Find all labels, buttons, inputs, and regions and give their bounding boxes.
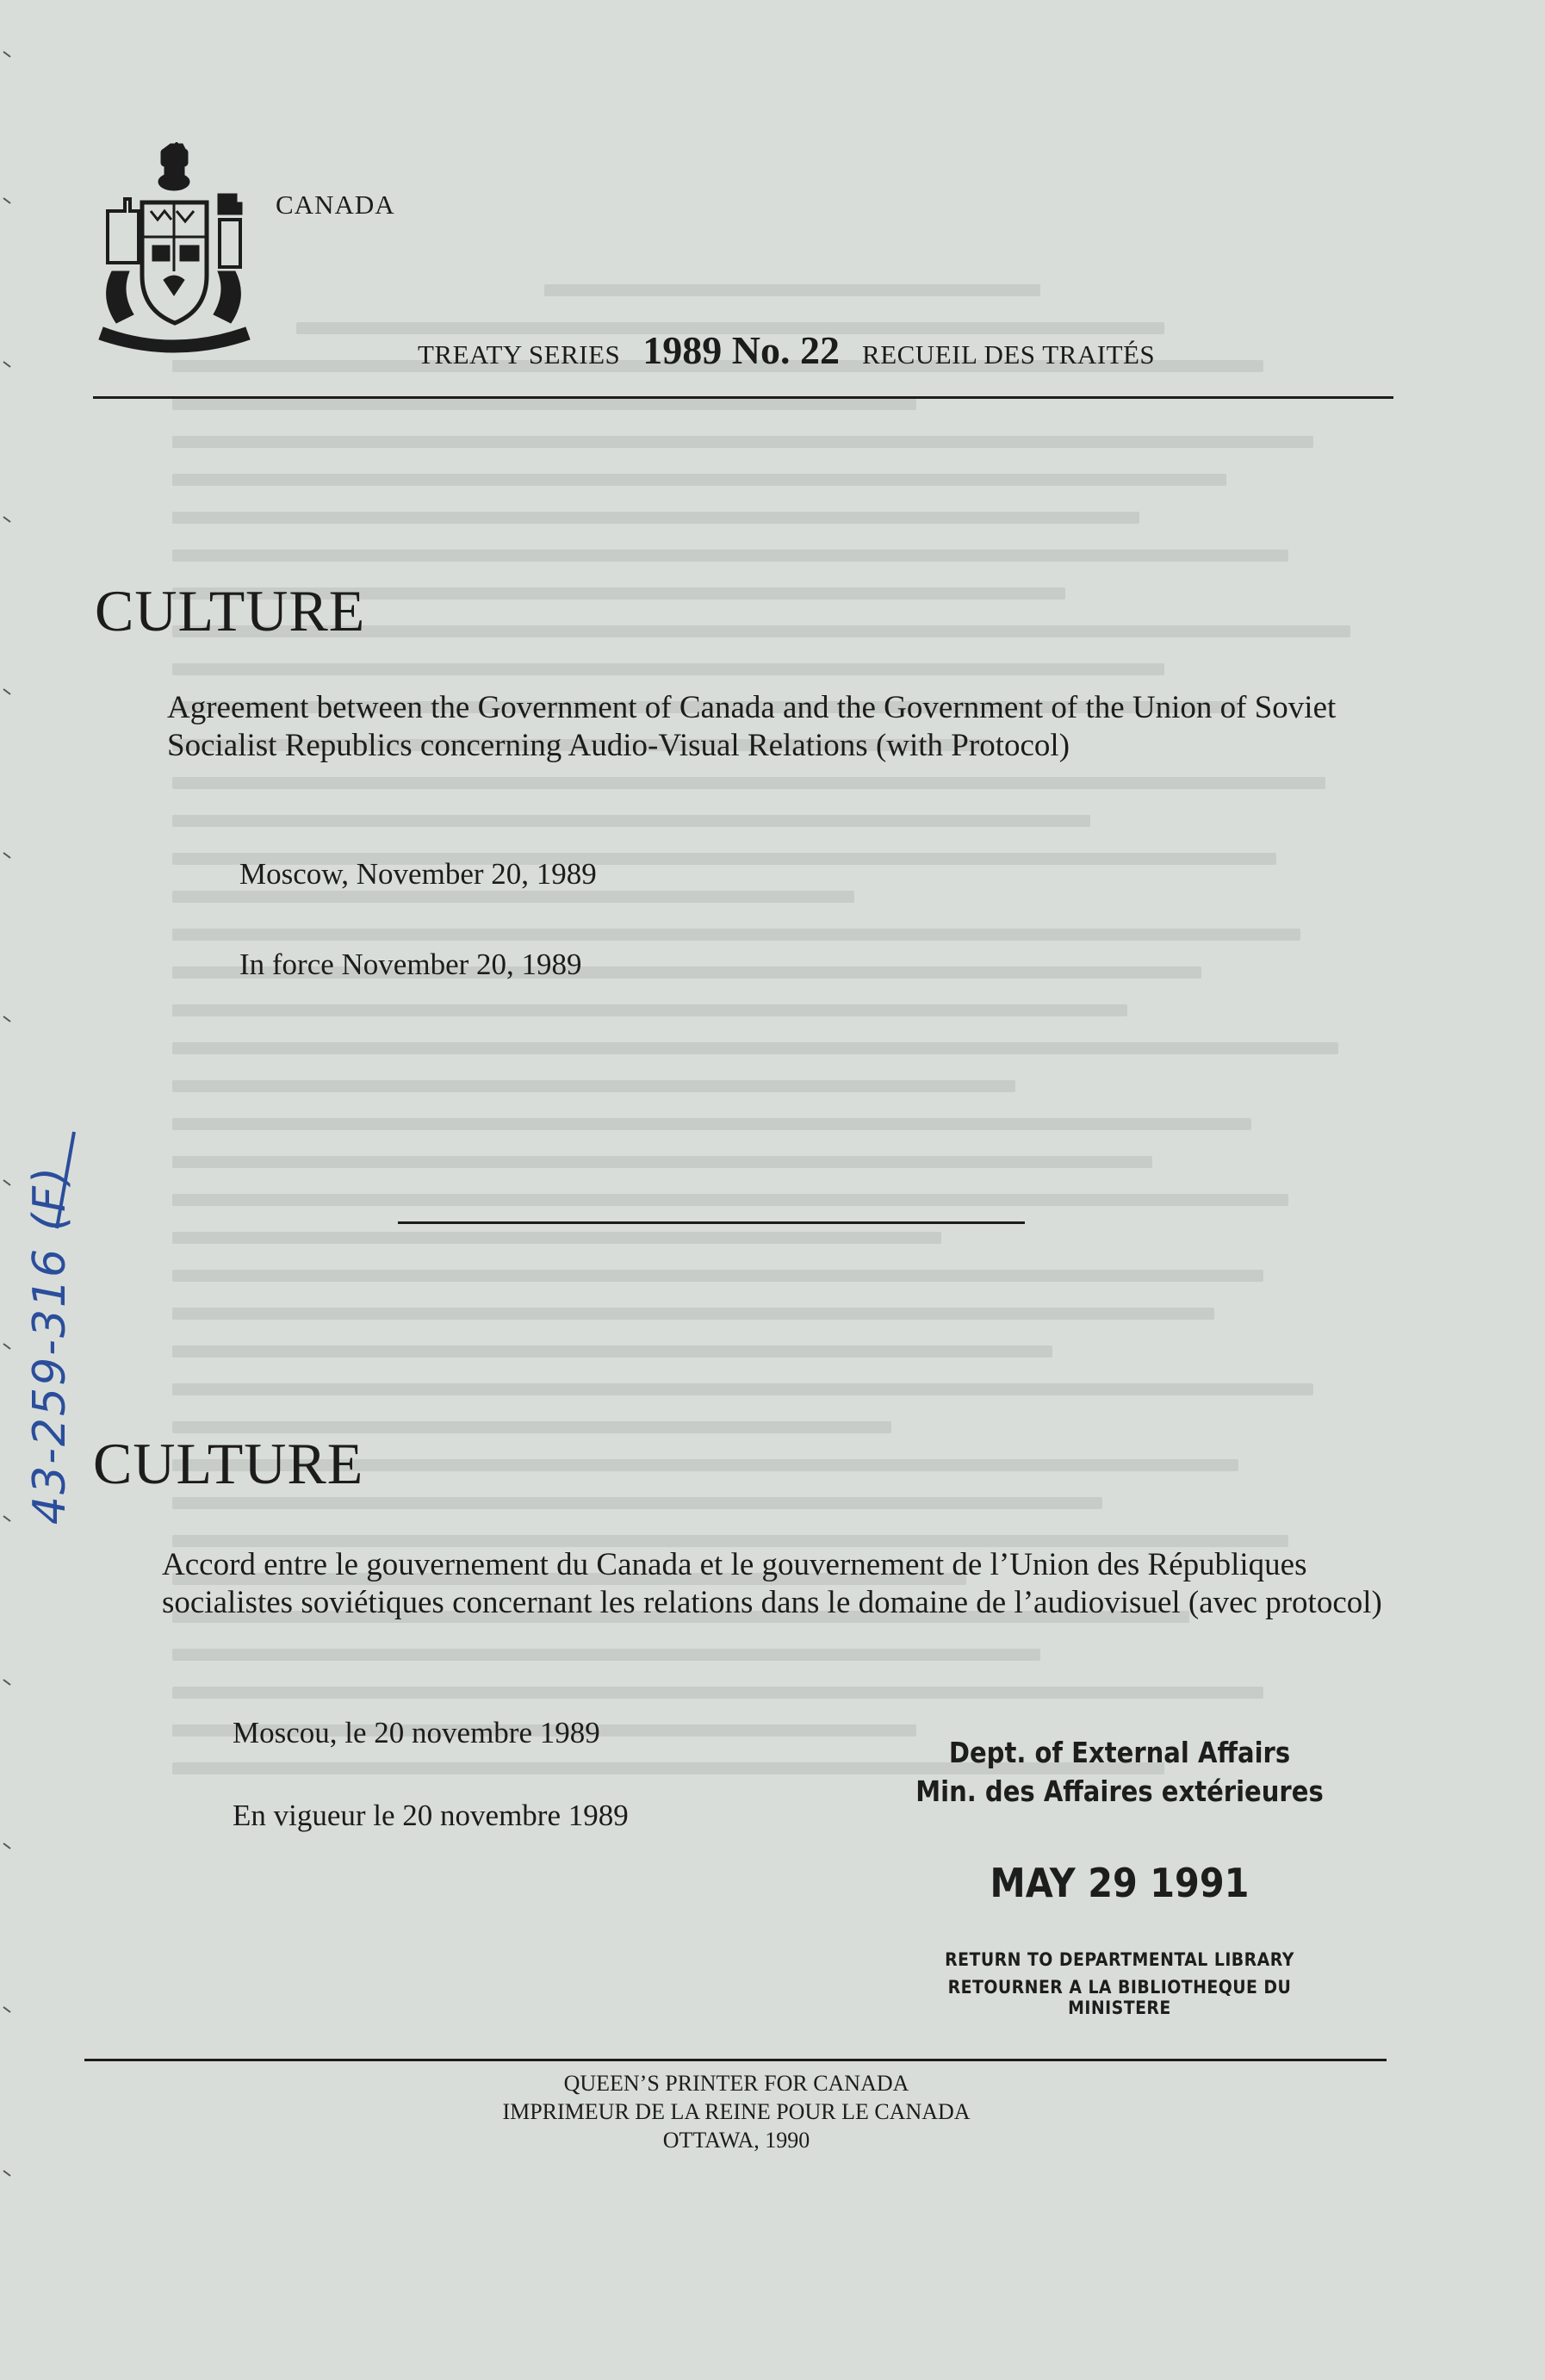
stamp-return-en: RETURN TO DEPARTMENTAL LIBRARY	[945, 1949, 1294, 1970]
stamp-return-fr: RETOURNER A LA BIBLIOTHEQUE DU MINISTERE	[947, 1977, 1292, 2018]
stamp-dept-en: Dept. of External Affairs	[948, 1736, 1291, 1769]
stamp-dept-fr: Min. des Affaires extérieures	[915, 1774, 1324, 1808]
in-force-en: In force November 20, 1989	[239, 948, 582, 981]
title-en: Agreement between the Government of Canada and the Government of the Union of Soviet Socialist Republics concerning Audio-Visual Relations (with Protocol)	[167, 690, 1337, 763]
in-force-fr: En vigueur le 20 novembre 1989	[233, 1799, 629, 1832]
series-label-fr: RECUEIL DES TRAITÉS	[862, 339, 1156, 370]
printer-line-fr: IMPRIMEUR DE LA REINE POUR LE CANADA	[502, 2099, 971, 2124]
treaty-series-header	[418, 327, 1391, 373]
stamp-date: MAY 29 1991	[990, 1860, 1250, 1906]
handwritten-annotation	[5, 1120, 100, 1568]
printer-city-year: OTTAWA, 1990	[662, 2128, 810, 2153]
series-number: 1989 No. 22	[642, 328, 841, 372]
binding-edge-marks	[0, 0, 17, 2380]
country-label: CANADA	[276, 190, 395, 220]
printer-line-en: QUEEN’S PRINTER FOR CANADA	[563, 2071, 909, 2096]
handwritten-file-number: 43-259-316 (F)	[24, 1165, 76, 1525]
section-divider	[398, 1221, 1025, 1224]
header-rule	[93, 396, 1393, 399]
series-label-en: TREATY SERIES	[418, 339, 621, 370]
printer-imprint	[258, 2069, 1214, 2154]
signed-fr: Moscou, le 20 novembre 1989	[233, 1716, 600, 1749]
title-fr: Accord entre le gouvernement du Canada et le gouvernement de l’Union des Républiques socialistes soviétiques concernant les relations dans le domaine de l’audiovisuel (avec protocol)	[162, 1547, 1382, 1620]
footer-rule	[84, 2059, 1387, 2061]
signed-en: Moscow, November 20, 1989	[239, 857, 597, 891]
library-stamp	[878, 1736, 1361, 2018]
heading-fr: CULTURE	[93, 1431, 364, 1496]
heading-en: CULTURE	[95, 578, 366, 643]
coat-of-arms-icon	[90, 142, 258, 357]
